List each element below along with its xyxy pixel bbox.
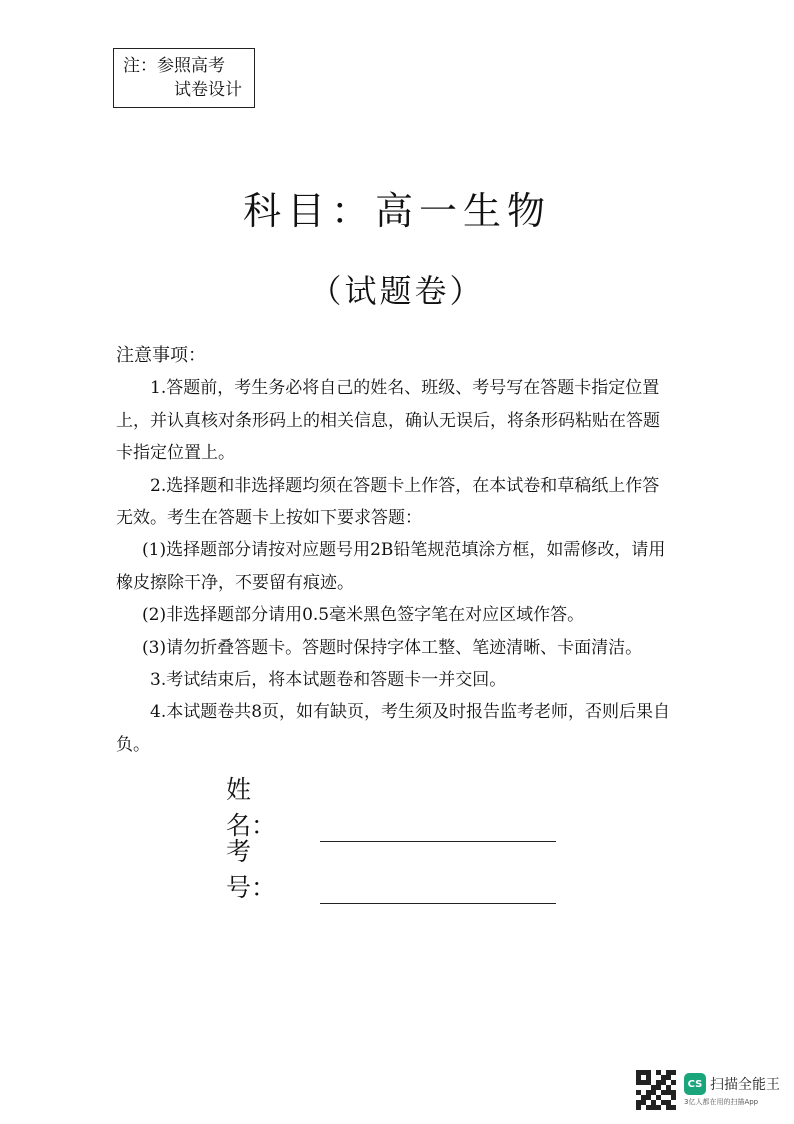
instruction-item-2-2: (2)非选择题部分请用0.5毫米黑色签字笔在对应区域作答。 — [142, 605, 585, 626]
cs-logo-icon: CS — [684, 1073, 706, 1095]
id-label: 考 号： — [226, 837, 277, 902]
brand-name: 扫描全能王 — [710, 1077, 780, 1093]
instruction-item-2-1: (1)选择题部分请按对应题号用2B铅笔规范填涂方框，如需修改，请用橡皮擦除干净，不要留有痕迹。 — [116, 540, 666, 593]
id-blank-line — [320, 881, 556, 904]
note-line-2: 试卷设计 — [174, 80, 242, 100]
candidate-fields — [226, 775, 556, 930]
scanner-watermark — [636, 1070, 780, 1110]
instruction-item-4: 4.本试题卷共8页，如有缺页，考生须及时报告监考老师，否则后果自负。 — [116, 702, 671, 755]
name-label: 姓 名： — [226, 775, 277, 840]
brand-tagline: 3亿人都在用的扫描App — [684, 1098, 759, 1106]
instructions — [116, 340, 676, 761]
qr-code-icon — [636, 1070, 676, 1110]
note-box — [113, 48, 255, 108]
brand-block — [684, 1073, 780, 1107]
id-field-row — [226, 837, 556, 904]
instruction-item-2: 2.选择题和非选择题均须在答题卡上作答，在本试卷和草稿纸上作答无效。考生在答题卡上按如下要求答题： — [116, 475, 660, 529]
instruction-item-2-3: (3)请勿折叠答题卡。答题时保持字体工整、笔迹清晰、卡面清洁。 — [142, 637, 643, 658]
instruction-item-3: 3.考试结束后，将本试题卷和答题卡一并交回。 — [150, 670, 507, 691]
page-subtitle: （试题卷） — [309, 272, 485, 310]
note-line-1: 注：参照高考 — [123, 56, 225, 76]
instructions-heading: 注意事项： — [116, 345, 206, 366]
name-blank-line — [320, 819, 556, 842]
page-title: 科目：高一生物 — [242, 189, 551, 233]
instruction-item-1: 1.答题前，考生务必将自己的姓名、班级、考号写在答题卡指定位置上，并认真核对条形码上的相关信息，确认无误后，将条形码粘贴在答题卡指定位置上。 — [116, 378, 660, 464]
